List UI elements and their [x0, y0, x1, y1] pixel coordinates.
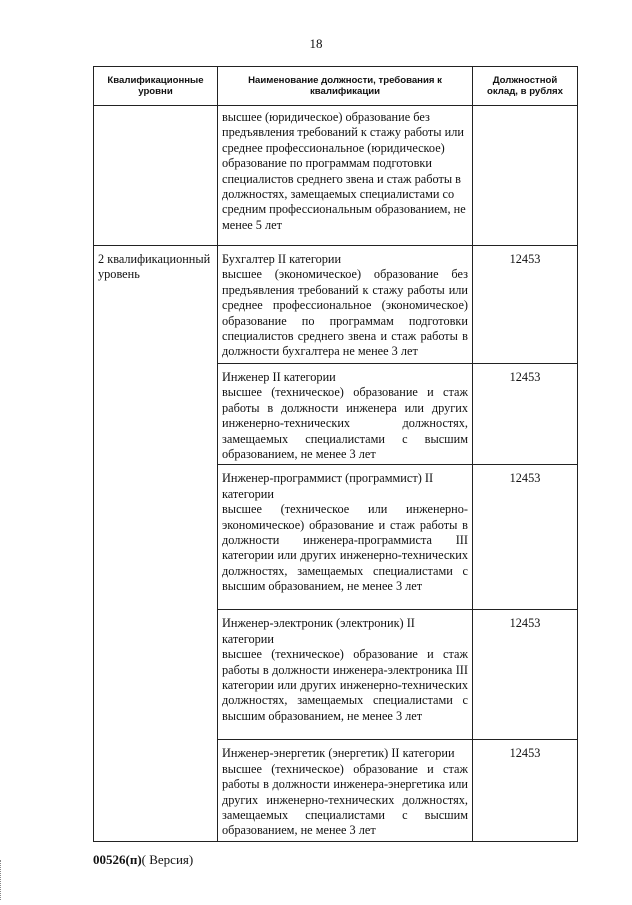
salary-cell: 12453 — [473, 465, 578, 610]
position-requirements: высшее (техническое или инженерно-экономическое) образование и стаж работы в должности инженера-программиста III категории или других инженерно-технических должностях, замещаемых специалистами с высшим образованием, не менее 3 лет — [222, 502, 468, 594]
header-position: Наименование должности, требования к квалификации — [218, 67, 473, 106]
position-cell — [218, 610, 473, 740]
position-title: Инженер-программист (программист) II категории — [222, 471, 434, 501]
position-title: Бухгалтер II категории — [222, 252, 342, 266]
continuation-cell — [218, 106, 473, 246]
salary-cell: 12453 — [473, 246, 578, 364]
position-title: Инженер-энергетик (энергетик) II категории — [222, 746, 455, 761]
document-number: 00526(п) — [93, 852, 142, 867]
position-cell — [218, 465, 473, 610]
table-row-continuation — [94, 106, 578, 246]
table-row — [94, 246, 578, 364]
qualification-table — [93, 66, 578, 842]
scan-edge-marks — [0, 860, 3, 900]
level-cell-empty — [94, 106, 218, 246]
table-header-row — [94, 67, 578, 106]
position-cell — [218, 740, 473, 841]
qualification-level-label: 2 квалификационный уровень — [98, 252, 211, 282]
position-title: Инженер II категории — [222, 370, 336, 384]
salary-cell: 12453 — [473, 364, 578, 465]
salary-cell-empty — [473, 106, 578, 246]
document-version: ( Версия) — [141, 852, 194, 867]
position-requirements: высшее (техническое) образование и стаж работы в должности инженера-энергетика или других инженерно-технических должностях, замещаемых специалистами с высшим образованием, не менее 3 лет — [222, 761, 468, 838]
position-requirements: высшее (техническое) образование и стаж работы в должности инженера или других инженерно-технических должностях, замещаемых специалистами с высшим образованием, не менее 3 лет — [222, 385, 468, 462]
salary-cell: 12453 — [473, 740, 578, 841]
level-cell — [94, 246, 218, 842]
position-title: Инженер-электроник (электроник) II категории — [222, 616, 415, 646]
header-salary: Должностной оклад, в рублях — [473, 67, 578, 106]
position-cell — [218, 246, 473, 364]
page-number: 18 — [309, 36, 323, 51]
document-code — [93, 852, 193, 868]
header-level: Квалификационные уровни — [94, 67, 218, 106]
position-requirements: высшее (техническое) образование и стаж работы в должности инженера-электроника III категории или других инженерно-технических должностях, замещаемых специалистами с высшим образованием, не менее 3 лет — [222, 647, 468, 723]
position-requirements: высшее (экономическое) образование без предъявления требований к стажу работы или среднее профессиональное (экономическое) образование по программам подготовки специалистов среднего звена и стаж работы в должности бухгалтера не менее 3 лет — [222, 267, 468, 359]
salary-cell: 12453 — [473, 610, 578, 740]
position-cell — [218, 364, 473, 465]
continuation-text: высшее (юридическое) образование без предъявления требований к стажу работы или среднее профессиональное (юридическое) образование по программам подготовки специалистов среднего звена и стаж работы в должностях, замещаемых специалистами со средним профессиональным образованием, не менее 5 лет — [222, 110, 466, 232]
